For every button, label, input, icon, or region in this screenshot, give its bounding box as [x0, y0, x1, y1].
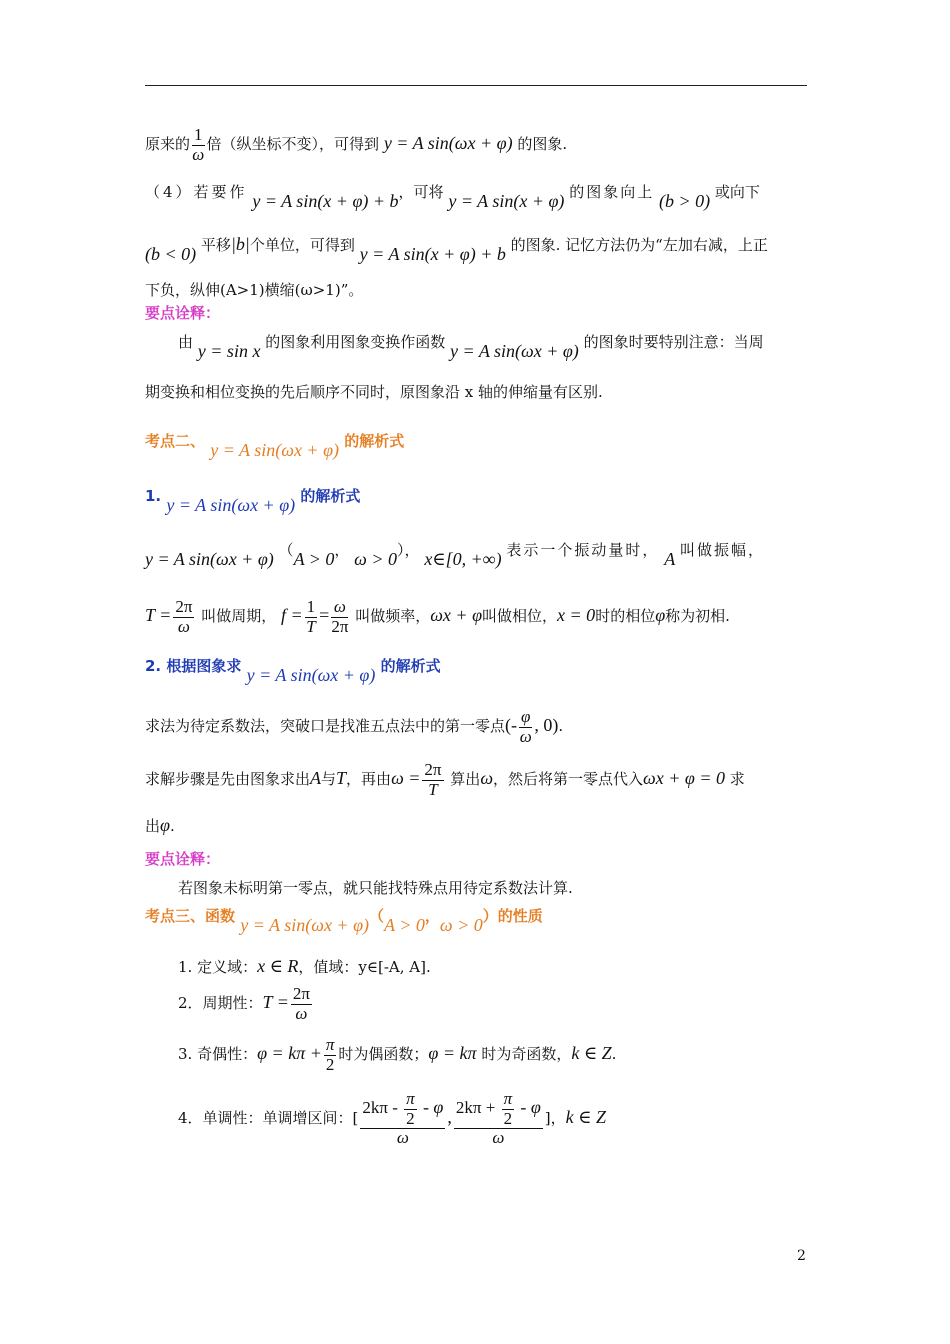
text: 的解析式 — [380, 657, 441, 675]
numerator: φ — [521, 707, 531, 726]
formula: φ — [655, 605, 666, 626]
denominator: 2 — [406, 1108, 415, 1128]
formula: ω > 0 — [439, 915, 483, 935]
text: 与 — [321, 770, 337, 789]
denominator: ω — [177, 616, 190, 636]
numerator-part: - φ — [520, 1097, 541, 1118]
fraction — [324, 1036, 337, 1074]
denominator: ω — [396, 1128, 409, 1148]
formula: y = A sin(ωx + φ) — [383, 133, 513, 154]
numerator: π — [325, 1035, 335, 1054]
fraction — [404, 1090, 417, 1128]
text: . — [611, 1045, 617, 1064]
text: 叫做频率， — [355, 607, 431, 626]
section-heading-2 — [145, 430, 405, 460]
list-item-domain — [178, 956, 431, 977]
formula: y = A sin(ωx + φ) — [210, 440, 340, 460]
text: 的图象. — [517, 135, 568, 154]
text: 或向下 — [714, 183, 760, 201]
text: 要点诠释： — [145, 304, 221, 322]
text: 2．周期性： — [178, 994, 263, 1013]
numerator-part: 2kπ + — [455, 1098, 496, 1118]
numerator-part: - φ — [422, 1097, 444, 1118]
fraction — [305, 598, 318, 636]
formula: ω — [480, 768, 494, 789]
text: 表示一个振动量时， — [506, 541, 660, 559]
numerator: π — [406, 1089, 415, 1108]
formula: y = A sin(x + φ) + b — [359, 244, 506, 264]
text: 考点三、函数 — [145, 907, 236, 925]
numerator: 2π — [175, 597, 193, 616]
text: 要点诠释： — [145, 850, 221, 868]
formula: y = A sin(x + φ) — [448, 191, 565, 211]
text: 的图象向上 — [569, 183, 655, 201]
note-title-2 — [145, 848, 220, 869]
list-item-period — [178, 985, 314, 1023]
text: ，值域：y∈[-A, A]. — [298, 958, 431, 976]
text: . — [558, 717, 564, 736]
formula: x ∈ R — [257, 956, 299, 976]
section-heading-3: 考点三、函数 y = A sin(ωx + φ)（A > 0，ω > 0）的性质 — [145, 907, 543, 935]
formula: T = — [262, 992, 289, 1013]
formula: y = sin x — [197, 341, 261, 361]
formula: = — [319, 605, 330, 626]
fraction — [331, 598, 348, 636]
text: 求解步骤是先由图象求出 — [145, 770, 311, 789]
formula: φ = kπ + — [257, 1043, 322, 1064]
numerator: 1 — [194, 125, 203, 144]
denominator: 2 — [503, 1108, 513, 1128]
text: 倍（纵坐标不变），可得到 — [206, 135, 380, 154]
text: ，然后将第一零点代入 — [493, 770, 644, 789]
paragraph-amplitude: y = A sin(ωx + φ) （A > 0， ω > 0）， x∈[0, +∞) 表示一个振动量时， A 叫做振幅， — [145, 541, 765, 569]
text: 称为初相. — [665, 607, 730, 626]
fraction — [291, 985, 312, 1023]
text: 的解析式 — [300, 487, 361, 505]
formula: T = — [145, 605, 172, 626]
formula: y = A sin(x + φ) + b — [252, 191, 399, 211]
text: 求 — [729, 770, 745, 789]
numerator: 1 — [306, 597, 316, 616]
fraction — [192, 126, 205, 164]
paragraph-memory — [145, 279, 363, 300]
formula: f = — [281, 605, 303, 626]
text: 叫做相位， — [482, 607, 558, 626]
paragraph-method — [145, 708, 563, 746]
text: 1. 定义域： — [178, 958, 258, 976]
numerator: 2π — [292, 984, 310, 1003]
fraction — [173, 598, 194, 636]
paragraph-period — [145, 598, 730, 636]
paragraph-note-cont — [145, 381, 603, 402]
text: 的图象时要特别注意：当周 — [583, 333, 764, 351]
text: 由 — [178, 333, 194, 351]
text: 的性质 — [497, 907, 543, 925]
subheading-2 — [145, 655, 441, 685]
numerator: ω — [331, 598, 348, 618]
formula: A > 0 — [384, 915, 425, 935]
denominator: ω — [492, 1128, 505, 1148]
paragraph-steps — [145, 761, 745, 799]
list-item-monotonic — [178, 1090, 606, 1148]
fraction — [519, 708, 532, 746]
text: 平移 — [200, 236, 231, 254]
formula: x∈[0, +∞) — [424, 549, 502, 569]
formula: y = A sin(ωx + φ) — [450, 341, 579, 361]
formula: A > 0 — [293, 549, 335, 569]
text: 出 — [145, 817, 161, 835]
paragraph-shift — [145, 234, 768, 264]
text: ，可将 — [398, 183, 444, 201]
fraction — [360, 1090, 445, 1148]
text: 时为偶函数； — [338, 1045, 429, 1064]
formula: k ∈ Z — [571, 1043, 612, 1064]
text: 考点二、 — [145, 432, 206, 450]
text: 算出 — [450, 770, 481, 789]
denominator: ω — [295, 1003, 308, 1023]
text: 3. 奇偶性： — [178, 1045, 258, 1064]
text: 的图象. 记忆方法仍为“左加右减，上正 — [510, 236, 768, 254]
text: （4）若要作 — [145, 183, 248, 201]
formula: y = A sin(ωx + φ) — [246, 665, 376, 685]
formula: k ∈ Z — [565, 1107, 606, 1128]
paragraph-step-4 — [145, 181, 760, 211]
formula: y = A sin(ωx + φ) — [240, 915, 370, 935]
formula: y = A sin(ωx + φ) — [166, 495, 296, 515]
text: ，再由 — [346, 770, 392, 789]
text: 原来的 — [145, 135, 191, 154]
text: 个单位，可得到 — [249, 236, 355, 254]
note-title — [145, 302, 220, 323]
denominator: 2 — [325, 1054, 335, 1074]
text: 的解析式 — [344, 432, 405, 450]
formula: ωx + φ = 0 — [643, 768, 725, 789]
denominator: T — [306, 616, 316, 636]
fraction — [454, 1090, 543, 1148]
text: 期变换和相位变换的先后顺序不同时，原图象沿 x 轴的伸缩量有区别. — [145, 383, 603, 401]
text: 叫做周期， — [201, 607, 277, 626]
formula: y = A sin(ωx + φ) — [145, 549, 274, 569]
formula: x = 0 — [557, 605, 596, 626]
formula: T — [336, 768, 347, 789]
text: . — [169, 817, 175, 835]
numerator-part: 2kπ - — [362, 1098, 398, 1118]
text: 的图象利用图象变换作函数 — [265, 333, 446, 351]
text: 下负，纵伸(A>1)横缩(ω>1)”。 — [145, 281, 364, 299]
text: 若图象未标明第一零点，就只能找特殊点用待定系数法计算. — [178, 879, 573, 897]
text: 1. — [145, 487, 162, 505]
text: 叫做振幅， — [679, 541, 765, 559]
denominator: ω — [519, 726, 532, 746]
numerator: π — [503, 1089, 513, 1108]
text: ]， — [544, 1109, 566, 1128]
formula: A — [310, 768, 322, 789]
text: 求法为待定系数法，突破口是找准五点法中的第一零点 — [145, 717, 506, 736]
text: 2. 根据图象求 — [145, 657, 242, 675]
paragraph-note-2 — [178, 877, 573, 898]
text: 时为奇函数， — [481, 1045, 572, 1064]
comma: , — [447, 1107, 452, 1128]
formula: φ — [160, 815, 170, 835]
denominator: ω — [192, 144, 205, 164]
fraction — [422, 761, 443, 799]
header-rule — [145, 85, 807, 86]
paragraph-steps-cont — [145, 815, 175, 836]
formula: ωx + φ — [430, 605, 483, 626]
paragraph-note — [178, 331, 764, 361]
formula: (- — [505, 715, 518, 736]
formula: φ = kπ — [428, 1043, 477, 1064]
numerator: 2π — [424, 760, 442, 779]
text: 时的相位 — [595, 607, 656, 626]
list-item-parity — [178, 1036, 616, 1074]
formula: ω > 0 — [354, 549, 398, 569]
formula: (b > 0) — [659, 191, 711, 211]
paragraph-shrink — [145, 126, 567, 164]
text: 4．单调性：单调增区间：[ — [178, 1109, 359, 1128]
denominator: 2π — [331, 616, 349, 636]
fraction — [502, 1090, 515, 1128]
formula: A — [664, 549, 676, 569]
page-number: 2 — [797, 1248, 806, 1264]
formula: |b| — [230, 234, 250, 254]
denominator: T — [428, 779, 438, 799]
formula: ω = — [391, 768, 421, 789]
subheading-1 — [145, 485, 361, 515]
formula: (b < 0) — [145, 244, 197, 264]
formula: , 0) — [534, 715, 559, 736]
